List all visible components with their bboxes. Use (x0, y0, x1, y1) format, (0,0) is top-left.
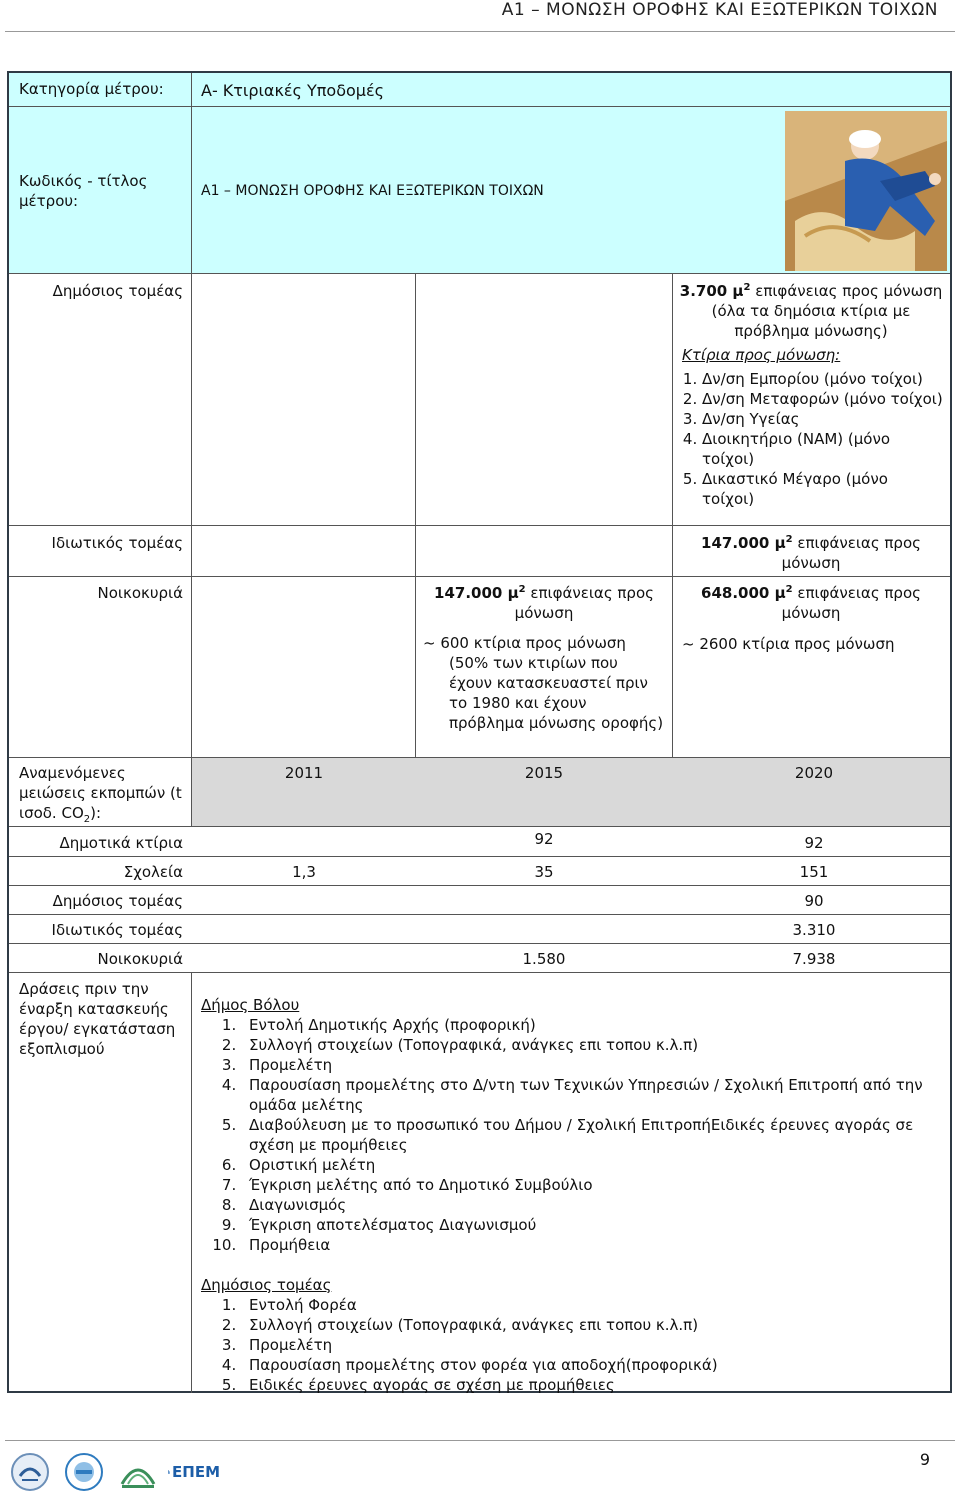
public-sector-label: Δημόσιος τομέας (52, 282, 183, 300)
public-actions-title: Δημόσιος τομέας (201, 1276, 332, 1294)
row-schools-label: Σχολεία (123, 863, 183, 881)
category-label: Κατηγορία μέτρου: (19, 80, 164, 98)
rule (9, 525, 950, 526)
households-note-2015: ~ 600 κτίρια προς μόνωση (50% των κτιρίων που έχουν κατασκευαστεί πριν το 1980 και έχουν πρόβλημα μόνωσης οροφής) (423, 634, 664, 732)
municipality-logo (10, 1452, 50, 1492)
list-item: 4. Παρουσίαση προμελέτης στον φορέα για αποδοχή(προφορικά) (241, 1355, 941, 1375)
reductions-label: Αναμενόμενες μειώσεις εκπομπών (t ισοδ. $CO_2$): (19, 764, 182, 825)
rule (9, 826, 950, 827)
public-actions-steps (201, 1295, 941, 1395)
rule (191, 972, 192, 1393)
row-schools-2020: 151 (799, 863, 829, 881)
public-buildings-list (682, 369, 944, 509)
detamb-logo (62, 1452, 106, 1492)
rule (9, 972, 950, 973)
list-item: 4. Διοικητήριο (ΝΑΜ) (μόνο τοίχοι) (702, 429, 944, 469)
list-item: 2. Δν/ση Μεταφορών (μόνο τοίχοι) (702, 389, 944, 409)
rule (9, 106, 950, 107)
list-item: 6. Οριστική μελέτη (241, 1155, 941, 1175)
page-header (0, 0, 960, 28)
rule (9, 885, 950, 886)
footer-rule (5, 1440, 955, 1441)
rule (191, 757, 192, 826)
rule (9, 914, 950, 915)
year-2015: 2015 (524, 764, 564, 782)
list-item: 3. Προμελέτη (241, 1335, 941, 1355)
row-public-label: Δημόσιος τομέας (52, 892, 183, 910)
list-item: 3. Δν/ση Υγείας (702, 409, 944, 429)
row-schools-2011: 1,3 (292, 863, 316, 881)
row-schools-2015: 35 (534, 863, 554, 881)
demekab-logo (116, 1452, 160, 1492)
epem-mark-icon (168, 1457, 170, 1487)
row-municipal-label: Δημοτικά κτίρια (59, 834, 183, 852)
row-municipal-2015: 92 (534, 830, 554, 848)
list-item: 8. Διαγωνισμός (241, 1195, 941, 1215)
epem-logo (168, 1452, 220, 1492)
year-2020: 2020 (794, 764, 834, 782)
rule (415, 273, 416, 757)
row-private-label: Ιδιωτικός τομέας (51, 921, 183, 939)
list-item: 2. Συλλογή στοιχείων (Τοπογραφικά, ανάγκες επι τοπου κ.λ.π) (241, 1035, 941, 1055)
households-label: Νοικοκυριά (97, 584, 183, 602)
insulation-worker-photo (785, 111, 947, 271)
municipality-title: Δήμος Βόλου (201, 996, 300, 1014)
list-item: 2. Συλλογή στοιχείων (Τοπογραφικά, ανάγκες επι τοπου κ.λ.π) (241, 1315, 941, 1335)
actions-label: Δράσεις πριν την έναρξη κατασκευής έργου/ εγκατάσταση εξοπλισμού (19, 980, 176, 1058)
row-households-2015: 1.580 (522, 950, 566, 968)
rule (9, 576, 950, 577)
row-private-2020: 3.310 (792, 921, 836, 939)
list-item: 9. Έγκριση αποτελέσματος Διαγωνισμού (241, 1215, 941, 1235)
rule (9, 856, 950, 857)
list-item: 1. Εντολή Φορέα (241, 1295, 941, 1315)
households-area-2015: 147.000 $\mu^2$ επιφάνειας προς μόνωση (434, 584, 654, 622)
list-item: 7. Έγκριση μελέτης από το Δημοτικό Συμβούλιο (241, 1175, 941, 1195)
list-item: 1. Εντολή Δημοτικής Αρχής (προφορική) (241, 1015, 941, 1035)
rule (672, 273, 673, 757)
row-households-label: Νοικοκυριά (97, 950, 183, 968)
code-value: Α1 – ΜΟΝΩΣΗ ΟΡΟΦΗΣ ΚΑΙ ΕΞΩΤΕΡΙΚΩΝ ΤΟΙΧΩΝ (201, 183, 544, 199)
year-2011: 2011 (284, 764, 324, 782)
category-value: Α- Κτιριακές Υποδομές (201, 81, 385, 100)
rule (9, 273, 950, 274)
municipality-steps (201, 1015, 941, 1255)
list-item: 3. Προμελέτη (241, 1055, 941, 1075)
row-public-2020: 90 (804, 892, 824, 910)
list-item: 5. Ειδικές έρευνες αγοράς σε σχέση με προμήθειες (241, 1375, 941, 1395)
households-note-2020: ~ 2600 κτίρια προς μόνωση (682, 635, 895, 653)
rule (191, 273, 192, 757)
rule (191, 73, 192, 106)
public-area: 3.700 $\mu^2$ επιφάνειας προς μόνωση (όλα τα δημόσια κτίρια με πρόβλημα μόνωσης) (679, 282, 943, 340)
list-item: 10. Προμήθεια (241, 1235, 941, 1255)
list-item: 5. Δικαστικό Μέγαρο (μόνο τοίχοι) (702, 469, 944, 509)
row-households-2020: 7.938 (792, 950, 836, 968)
private-area: 147.000 $\mu^2$ επιφάνειας προς μόνωση (701, 534, 921, 572)
code-label: Κωδικός - τίτλος μέτρου: (19, 172, 148, 210)
page-number: 9 (919, 1450, 930, 1469)
list-item: 5. Διαβούλευση με το προσωπικό του Δήμου / Σχολική ΕπιτροπήΕιδικές έρευνες αγοράς σε σχέση με προμήθειες (241, 1115, 941, 1155)
rule (9, 943, 950, 944)
list-item: 1. Δν/ση Εμπορίου (μόνο τοίχοι) (702, 369, 944, 389)
row-municipal-2020: 92 (804, 834, 824, 852)
list-item: 4. Παρουσίαση προμελέτης στο Δ/ντη των Τεχνικών Υπηρεσιών / Σχολική Επιτροπή από την ομάδα μελέτης (241, 1075, 941, 1115)
header-rule (5, 31, 955, 32)
measure-table (7, 71, 952, 1393)
epem-text: ΕΠΕΜ (172, 1463, 220, 1481)
header-title: Α1 – ΜΟΝΩΣΗ ΟΡΟΦΗΣ ΚΑΙ ΕΞΩΤΕΡΙΚΩΝ ΤΟΙΧΩΝ (501, 0, 938, 20)
private-sector-label: Ιδιωτικός τομέας (51, 534, 183, 552)
rule (191, 107, 192, 273)
households-area-2020: 648.000 $\mu^2$ επιφάνειας προς μόνωση (701, 584, 921, 622)
public-buildings-title: Κτίρια προς μόνωση: (682, 346, 841, 364)
